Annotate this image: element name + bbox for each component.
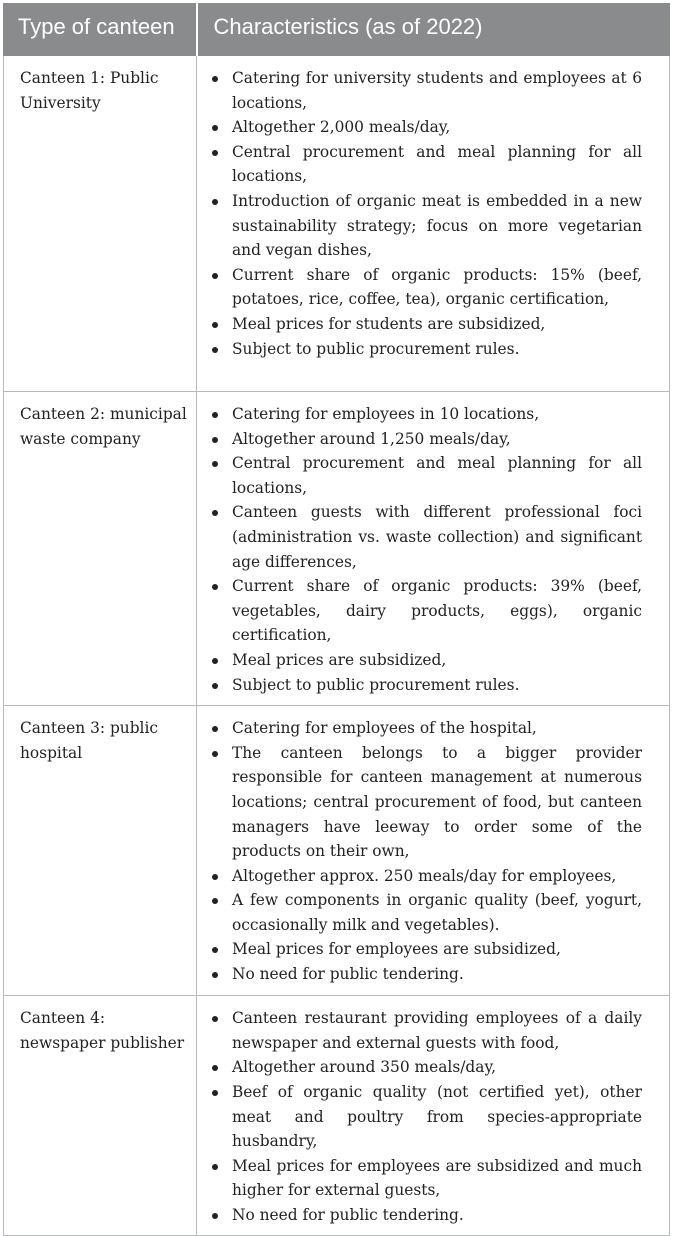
table-row (4, 392, 670, 706)
bullet-icon (212, 412, 218, 418)
bullet-icon (212, 584, 218, 590)
list-item (210, 451, 642, 500)
bullet-icon (212, 874, 218, 880)
list-item-text: No need for public tendering. (232, 1205, 464, 1224)
canteen-type-cell: Canteen 4: newspaper publisher (4, 996, 197, 1236)
table-row (4, 706, 670, 996)
list-item (210, 115, 642, 140)
list-item-text: No need for public tendering. (232, 965, 464, 984)
list-item (210, 1154, 642, 1203)
canteen-type-cell: Canteen 3: public hospital (4, 706, 197, 996)
bullet-icon (212, 1164, 218, 1170)
bullet-icon (212, 125, 218, 131)
bullet-icon (212, 947, 218, 953)
list-item (210, 1006, 642, 1055)
list-item (210, 1080, 642, 1154)
list-item-text: Central procurement and meal planning for all locations, (232, 454, 642, 497)
bullet-icon (212, 1016, 218, 1022)
list-item (210, 427, 642, 452)
list-item-text: Canteen guests with different professional foci (administration vs. waste collection) and significant age differences, (232, 503, 642, 571)
bullet-icon (212, 437, 218, 443)
header-characteristics: Characteristics (as of 2022) (197, 4, 670, 56)
bullet-icon (212, 1065, 218, 1071)
bullet-icon (212, 658, 218, 664)
list-item-text: Meal prices for employees are subsidized and much higher for external guests, (232, 1156, 642, 1200)
characteristics-list (210, 716, 642, 987)
list-item (210, 500, 642, 574)
list-item (210, 962, 642, 987)
characteristics-cell (197, 706, 670, 996)
list-item (210, 263, 642, 312)
list-item-text: Catering for university students and employees at 6 locations, (232, 69, 642, 112)
list-item-text: Current share of organic products: 15% (beef, potatoes, rice, coffee, tea), organic certification, (232, 265, 642, 309)
characteristics-cell (197, 996, 670, 1236)
list-item-text: Subject to public procurement rules. (232, 675, 520, 694)
list-item (210, 648, 642, 673)
list-item-text: Altogether approx. 250 meals/day for employees, (232, 866, 617, 885)
list-item (210, 864, 642, 889)
table-row (4, 56, 670, 392)
canteen-table (3, 3, 670, 1236)
list-item-text: Subject to public procurement rules. (232, 339, 520, 358)
list-item (210, 888, 642, 937)
bullet-icon (212, 347, 218, 353)
bullet-icon (212, 273, 218, 279)
table-row (4, 996, 670, 1236)
bullet-icon (212, 898, 218, 904)
list-item (210, 716, 642, 741)
list-item (210, 189, 642, 263)
bullet-icon (212, 199, 218, 205)
list-item (210, 402, 642, 427)
bullet-icon (212, 751, 218, 757)
list-item (210, 937, 642, 962)
list-item-text: Altogether around 1,250 meals/day, (232, 429, 511, 448)
list-item-text: Current share of organic products: 39% (beef, vegetables, dairy products, eggs), organic certification, (232, 577, 642, 645)
list-item-text: Catering for employees of the hospital, (232, 719, 537, 738)
list-item-text: Introduction of organic meat is embedded in a new sustainability strategy; focus on more vegetarian and vegan dishes, (232, 191, 642, 260)
list-item-text: A few components in organic quality (beef, yogurt, occasionally milk and vegetables). (232, 891, 642, 934)
characteristics-list (210, 66, 642, 361)
list-item (210, 1055, 642, 1080)
list-item-text: Meal prices for employees are subsidized, (232, 940, 561, 959)
characteristics-list (210, 1006, 642, 1227)
list-item (210, 673, 642, 698)
list-item-text: Beef of organic quality (not certified yet), other meat and poultry from species-appropriate husbandry, (232, 1082, 642, 1151)
characteristics-cell (197, 392, 670, 706)
list-item (210, 1203, 642, 1228)
canteen-type-cell: Canteen 1: Public University (4, 56, 197, 392)
list-item-text: Canteen restaurant providing employees of a daily newspaper and external guests with food, (232, 1009, 642, 1052)
list-item-text: Altogether 2,000 meals/day, (232, 118, 451, 137)
list-item (210, 337, 642, 362)
bullet-icon (212, 1090, 218, 1096)
list-item (210, 66, 642, 115)
list-item-text: Central procurement and meal planning for all locations, (232, 142, 642, 186)
header-row (4, 4, 670, 56)
list-item (210, 312, 642, 337)
list-item (210, 574, 642, 648)
list-item (210, 741, 642, 864)
list-item-text: Meal prices are subsidized, (232, 650, 447, 669)
bullet-icon (212, 510, 218, 516)
header-type-of-canteen: Type of canteen (4, 4, 197, 56)
bullet-icon (212, 726, 218, 732)
bullet-icon (212, 150, 218, 156)
bullet-icon (212, 461, 218, 467)
characteristics-list (210, 402, 642, 697)
bullet-icon (212, 322, 218, 328)
list-item (210, 140, 642, 189)
bullet-icon (212, 972, 218, 978)
bullet-icon (212, 683, 218, 689)
list-item-text: Meal prices for students are subsidized, (232, 314, 546, 333)
bullet-icon (212, 76, 218, 82)
canteen-type-cell: Canteen 2: municipal waste company (4, 392, 197, 706)
characteristics-cell (197, 56, 670, 392)
list-item-text: Altogether around 350 meals/day, (232, 1058, 496, 1077)
list-item-text: Catering for employees in 10 locations, (232, 405, 540, 423)
list-item-text: The canteen belongs to a bigger provider responsible for canteen management at numerous locations; central procurement of food, but canteen managers have leeway to order some of the products on their own, (232, 743, 642, 861)
